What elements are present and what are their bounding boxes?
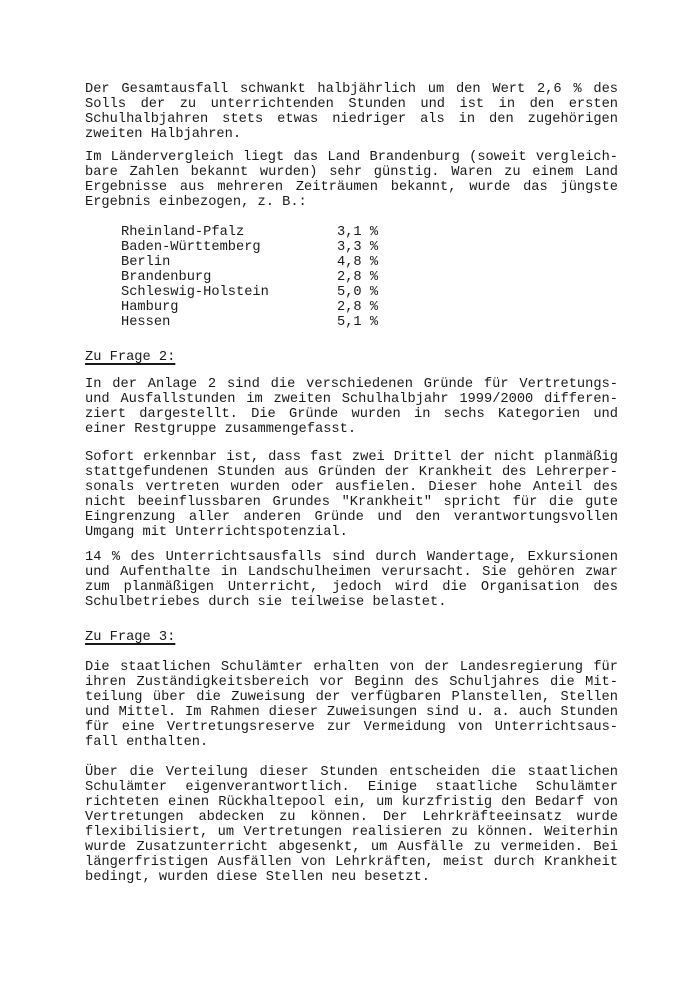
land-value: 4,8 %	[337, 255, 379, 270]
paragraph-line: längerfristigen Ausfällen von Lehrkräften, meist durch Krankheit	[85, 855, 618, 870]
paragraph-line: bedingt, wurden diese Stellen neu besetzt.	[85, 870, 430, 885]
paragraph-line: Über die Verteilung dieser Stunden entscheiden die staatlichen	[85, 765, 618, 780]
laender-list	[85, 225, 618, 330]
para-schulaemter	[85, 660, 618, 750]
land-value: 3,1 %	[337, 225, 379, 240]
land-value: 3,3 %	[337, 240, 379, 255]
paragraph-line: Ergebnisse aus mehreren Zeiträumen bekannt, wurde das jüngste	[85, 180, 618, 195]
list-item	[121, 240, 618, 255]
heading-frage-3	[85, 630, 618, 645]
land-name: Hessen	[121, 315, 171, 330]
paragraph-line: teilung über die Zuweisung der verfügbaren Planstellen, Stellen	[85, 690, 618, 705]
paragraph-line: 14 % des Unterrichtsausfalls sind durch Wandertage, Exkursionen	[85, 550, 618, 565]
paragraph-line: In der Anlage 2 sind die verschiedenen Gründe für Vertretungs-	[85, 377, 618, 392]
paragraph-line: Die staatlichen Schulämter erhalten von der Landesregierung für	[85, 660, 618, 675]
paragraph-line: richteten einen Rückhaltepool ein, um kurzfristig den Bedarf von	[85, 795, 618, 810]
paragraph-line: einer Restgruppe zusammengefasst.	[85, 422, 357, 437]
paragraph-line: Vertretungen abdecken zu können. Der Lehrkräfteeinsatz wurde	[85, 810, 618, 825]
list-item	[121, 300, 618, 315]
paragraph-line: sonals vertreten wurden oder ausfielen. Dieser hohe Anteil des	[85, 480, 618, 495]
paragraph-line: und Mittel. Im Rahmen dieser Zuweisungen sind u. a. auch Stunden	[85, 705, 618, 720]
heading-frage-2	[85, 350, 618, 365]
paragraph-line: für eine Vertretungsreserve zur Vermeidung von Unterrichtsaus-	[85, 720, 618, 735]
paragraph-line: bare Zahlen bekannt wurden) sehr günstig. Waren zu einem Land	[85, 165, 618, 180]
paragraph-line: Schulbetriebes durch sie teilweise belastet.	[85, 595, 447, 610]
paragraph-line: und Aufenthalte in Landschulheimen verursacht. Sie gehören zwar	[85, 565, 618, 580]
heading-text: Zu Frage 2:	[85, 350, 176, 365]
land-value: 5,1 %	[337, 315, 379, 330]
paragraph-line: fall enthalten.	[85, 735, 209, 750]
heading-text: Zu Frage 3:	[85, 630, 176, 645]
document-content	[85, 82, 618, 885]
land-name: Rheinland-Pfalz	[121, 225, 245, 240]
paragraph-line: Eingrenzung aller anderen Gründe und den verantwortungsvollen	[85, 510, 618, 525]
paragraph-line: stattgefundenen Stunden aus Gründen der Krankheit des Lehrerper-	[85, 465, 618, 480]
paragraph-line: zweiten Halbjahren.	[85, 127, 242, 142]
paragraph-line: Sofort erkennbar ist, dass fast zwei Drittel der nicht planmäßig	[85, 450, 618, 465]
para-gesamtausfall	[85, 82, 618, 142]
paragraph-line: Ergebnis einbezogen, z. B.:	[85, 195, 307, 210]
paragraph-line: und Ausfallstunden im zweiten Schulhalbjahr 1999/2000 differen-	[85, 392, 618, 407]
land-name: Baden-Württemberg	[121, 240, 261, 255]
paragraph-line: zum planmäßigen Unterricht, jedoch wird die Organisation des	[85, 580, 618, 595]
paragraph-line: Schulämter eigenverantwortlich. Einige staatliche Schulämter	[85, 780, 618, 795]
paragraph-line: flexibilisiert, um Vertretungen realisieren zu können. Weiterhin	[85, 825, 618, 840]
land-value: 2,8 %	[337, 300, 379, 315]
paragraph-line: Schulhalbjahren stets etwas niedriger als in den zugehörigen	[85, 112, 618, 127]
para-laendervergleich	[85, 150, 618, 210]
para-anlage-2	[85, 377, 618, 437]
paragraph-line: Im Ländervergleich liegt das Land Brandenburg (soweit vergleich-	[85, 150, 618, 165]
paragraph-line: Der Gesamtausfall schwankt halbjährlich um den Wert 2,6 % des	[85, 82, 618, 97]
list-item	[121, 315, 618, 330]
para-wandertage	[85, 550, 618, 610]
list-item	[121, 225, 618, 240]
list-item	[121, 270, 618, 285]
land-name: Hamburg	[121, 300, 179, 315]
list-item	[121, 285, 618, 300]
land-name: Berlin	[121, 255, 171, 270]
land-value: 2,8 %	[337, 270, 379, 285]
paragraph-line: nicht beeinflussbaren Grundes "Krankheit" spricht für die gute	[85, 495, 618, 510]
list-item	[121, 255, 618, 270]
para-verteilung	[85, 765, 618, 885]
land-name: Schleswig-Holstein	[121, 285, 269, 300]
paragraph-line: ziert dargestellt. Die Gründe wurden in sechs Kategorien und	[85, 407, 618, 422]
para-krankheit	[85, 450, 618, 540]
paragraph-line: ihren Zuständigkeitsbereich vor Beginn des Schuljahres die Mit-	[85, 675, 618, 690]
land-value: 5,0 %	[337, 285, 379, 300]
paragraph-line: Solls der zu unterrichtenden Stunden und ist in den ersten	[85, 97, 618, 112]
land-name: Brandenburg	[121, 270, 212, 285]
paragraph-line: Umgang mit Unterrichtspotenzial.	[85, 525, 348, 540]
paragraph-line: wurde Zusatzunterricht abgesenkt, um Ausfälle zu vermeiden. Bei	[85, 840, 618, 855]
